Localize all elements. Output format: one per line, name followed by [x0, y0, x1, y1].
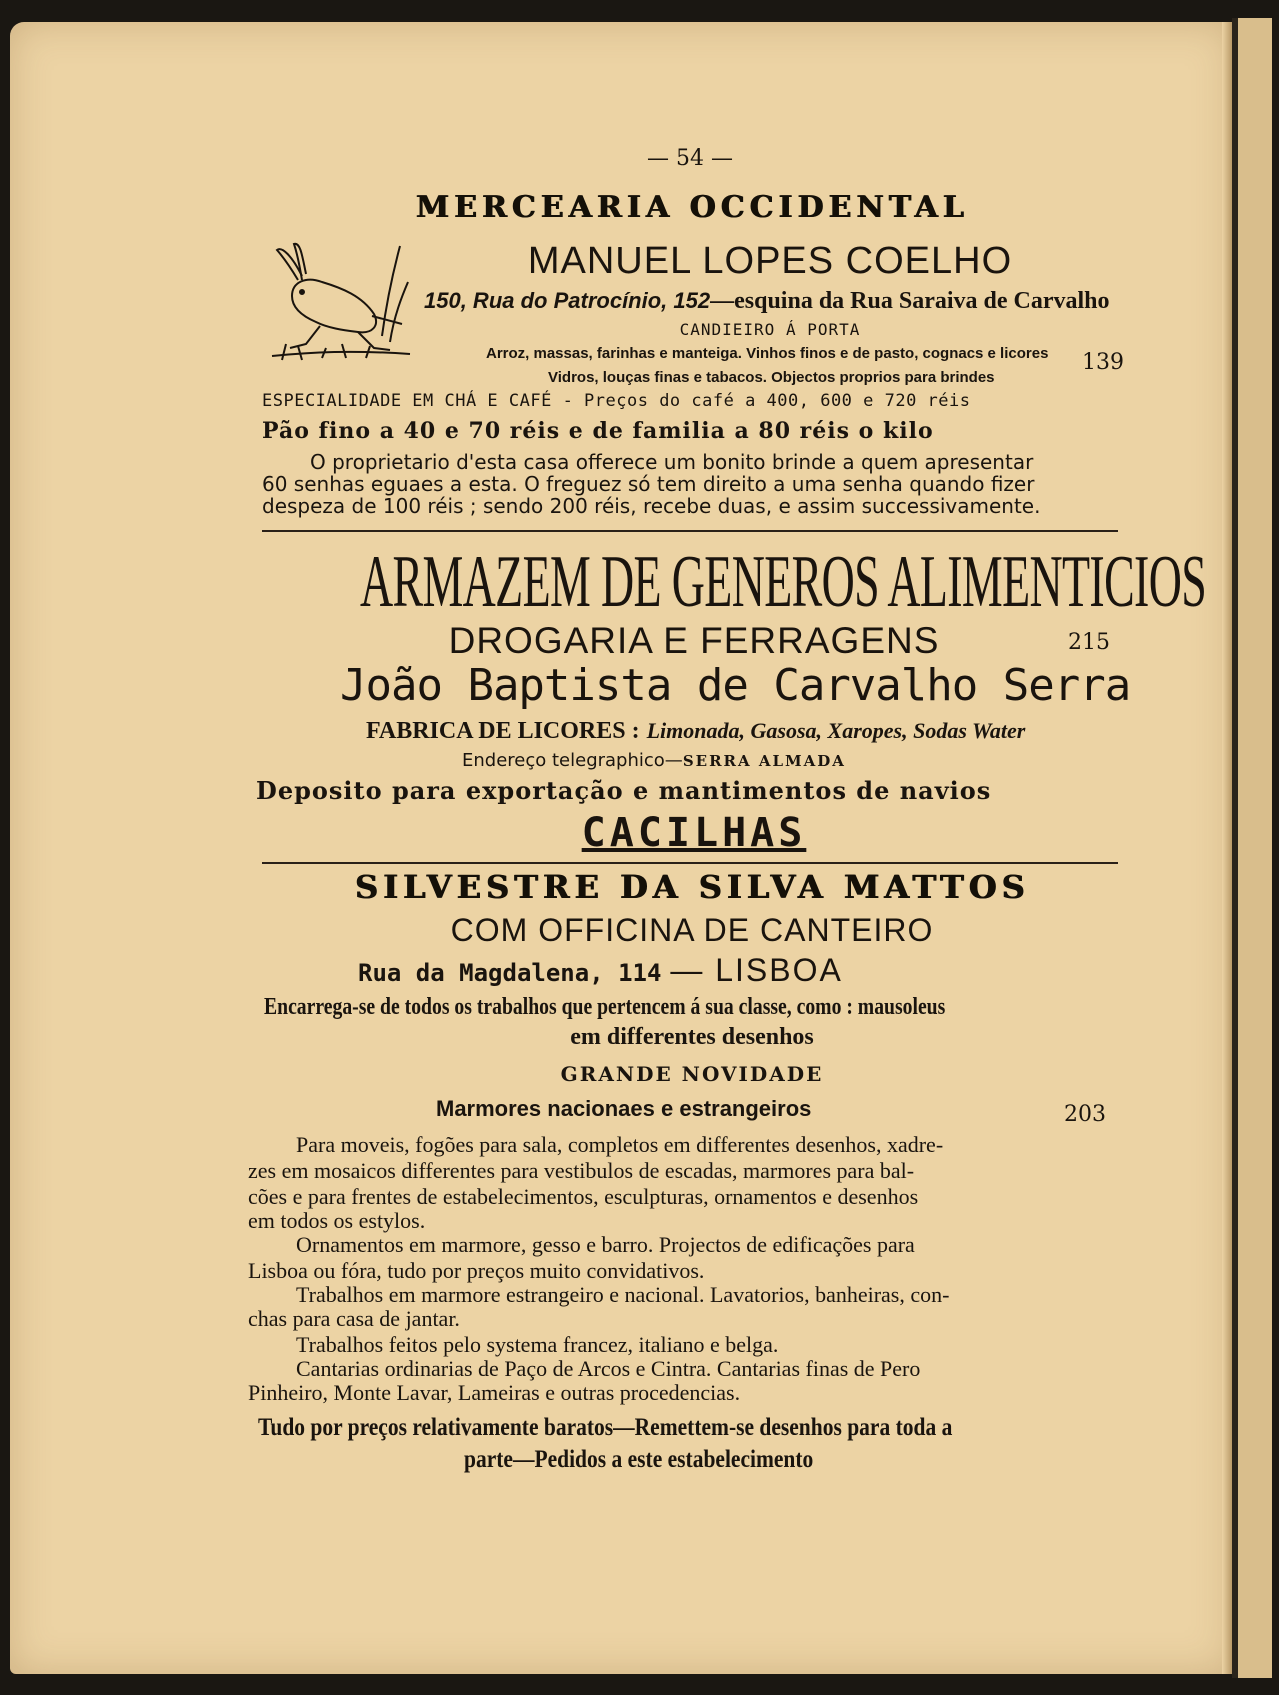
- ad3-city: — LISBOA: [670, 952, 843, 988]
- rabbit-icon: [262, 236, 412, 364]
- ad3-p1-line4: em todos os estylos.: [248, 1208, 426, 1233]
- ad2-telegraph: [462, 750, 846, 771]
- ad2-factory: [366, 718, 1025, 745]
- ad2-heading: ARMAZEM DE GENEROS ALIMENTICIOS: [360, 541, 1207, 623]
- ad1-goods-line1: Arroz, massas, farinhas e manteiga. Vinhos finos e de pasto, cognacs e licores: [486, 345, 1049, 362]
- ad3-p4-line1: Trabalhos feitos pelo systema francez, italiano e belga.: [296, 1332, 779, 1357]
- ad3-p3-line1: Trabalhos em marmore estrangeiro e nacional. Lavatorios, banheiras, con-: [296, 1282, 950, 1307]
- ad3-closing-line2: parte—Pedidos a este estabelecimento: [464, 1446, 814, 1473]
- ad2-owner: João Baptista de Carvalho Serra: [340, 660, 1131, 711]
- ad1-goods-line2: Vidros, louças finas e tabacos. Objectos proprios para brindes: [548, 369, 995, 386]
- ad3-p1-line3: cões e para frentes de estabelecimentos, esculpturas, ornamentos e desenhos: [248, 1184, 919, 1209]
- ad3-intro-line1: Encarrega-se de todos os trabalhos que pertencem á sua classe, como : mausoleus: [264, 994, 946, 1020]
- ad3-p1-line2: zes em mosaicos differentes para vestibulos de escadas, marmores para bal-: [248, 1158, 915, 1183]
- ad2-factory-items: Limonada, Gasosa, Xaropes, Sodas Water: [646, 718, 1026, 743]
- ad2-margin-number: 215: [1068, 630, 1110, 655]
- page-number: — 54 —: [647, 146, 733, 171]
- ad2-subheading: DROGARIA E FERRAGENS: [448, 620, 940, 661]
- ad3-p2-line2: Lisboa ou fóra, tudo por preços muito convidativos.: [248, 1258, 705, 1283]
- ad3-heading: SILVESTRE DA SILVA MATTOS: [354, 868, 1030, 906]
- ad1-address-corner: —esquina da Rua Saraiva de Carvalho: [710, 288, 1110, 314]
- ad3-p2-line1: Ornamentos em marmore, gesso e barro. Projectos de edificações para: [296, 1232, 915, 1257]
- ad1-address: [424, 288, 1110, 315]
- ad3-marbles: Marmores nacionaes e estrangeiros: [436, 1096, 812, 1121]
- ad3-closing-line1: Tudo por preços relativamente baratos—Remettem-se desenhos para toda a: [258, 1414, 953, 1441]
- ad1-candieiro: CANDIEIRO Á PORTA: [679, 320, 861, 339]
- divider-1: [262, 530, 1118, 532]
- ad3-subheading: COM OFFICINA DE CANTEIRO: [450, 912, 934, 948]
- ad1-offer-line1: O proprietario d'esta casa offerece um bonito brinde a quem apresentar: [310, 450, 1034, 474]
- ad1-offer-line2: 60 senhas eguaes a esta. O freguez só tem direito a uma senha quando fizer: [262, 472, 1035, 496]
- ad3-p1-line1: Para moveis, fogões para sala, completos em differentes desenhos, xadre-: [296, 1132, 944, 1157]
- ad1-owner: MANUEL LOPES COELHO: [527, 240, 1013, 282]
- ad1-specialty: ESPECIALIDADE EM CHÁ E CAFÉ - Preços do café a 400, 600 e 720 réis: [262, 391, 971, 411]
- ad1-heading: MERCEARIA OCCIDENTAL: [415, 190, 969, 225]
- ad2-telegraph-value: SERRA ALMADA: [682, 752, 846, 770]
- divider-2: [262, 862, 1118, 864]
- ad1-address-number: 150, Rua do Patrocínio, 152: [424, 288, 711, 313]
- ad2-deposit: Deposito para exportação e mantimentos de navios: [256, 776, 992, 805]
- adjacent-page-edge: [1232, 18, 1279, 1678]
- ad3-novelty: GRANDE NOVIDADE: [560, 1062, 824, 1086]
- ad3-address: Rua da Magdalena, 114: [358, 959, 662, 987]
- page-fold: [1222, 22, 1232, 1674]
- ad3-margin-number: 203: [1064, 1102, 1106, 1127]
- ad1-offer-line3: despeza de 100 réis ; sendo 200 réis, recebe duas, e assim successivamente.: [262, 494, 1041, 518]
- ad2-telegraph-label: Endereço telegraphico—: [462, 750, 683, 771]
- ad1-margin-number: 139: [1082, 350, 1124, 375]
- ad3-intro-line2: em differentes desenhos: [570, 1024, 814, 1050]
- ad3-p5-line2: Pinheiro, Monte Lavar, Lameiras e outras procedencias.: [248, 1380, 741, 1405]
- ad1-bread-prices: Pão fino a 40 e 70 réis e de familia a 80 réis o kilo: [262, 418, 934, 444]
- ad2-factory-label: FABRICA DE LICORES :: [366, 718, 640, 744]
- ad3-address-line: [358, 952, 843, 989]
- ad2-town: CACILHAS: [581, 810, 807, 856]
- ad3-p3-line2: chas para casa de jantar.: [248, 1306, 460, 1331]
- ad3-p5-line1: Cantarias ordinarias de Paço de Arcos e Cintra. Cantarias finas de Pero: [296, 1356, 921, 1381]
